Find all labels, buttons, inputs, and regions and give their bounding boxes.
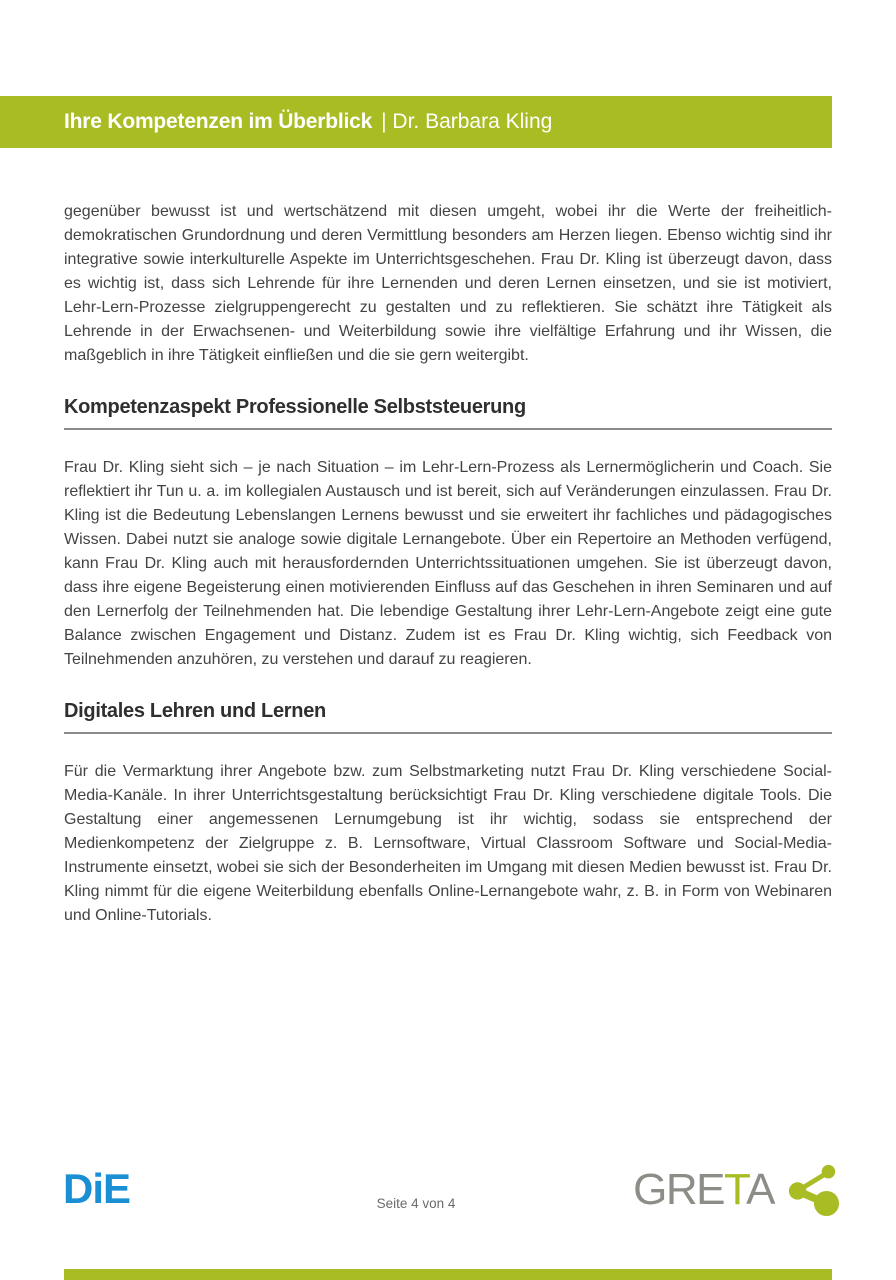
greta-wordmark [633,1165,774,1214]
greta-gray-suffix: A [746,1165,774,1214]
page-title: Ihre Kompetenzen im Überblick [64,110,373,133]
section-paragraph: Für die Vermarktung ihrer Angebote bzw. zum Selbstmarketing nutzt Frau Dr. Kling verschiedene Social-Media-Kanäle. In ihrer Unterrichtsgestaltung berücksichtigt Frau Dr. Kling verschiedene digitale Tools. Die Gestaltung einer angemessenen Lernumgebung ist ihr wichtig, sodass sie entsprechend der Medienkompetenz der Zielgruppe z. B. Lernsoftware, Virtual Classroom Software und Social-Media-Instrumente einsetzt, wobei sie sich der Besonderheiten im Umgang mit diesen Medien bewusst ist. Frau Dr. Kling nimmt für die eigene Weiterbildung ebenfalls Online-Lernangebote wahr, z. B. in Form von Webinaren und Online-Tutorials. [64,763,832,924]
section-paragraph: Frau Dr. Kling sieht sich – je nach Situation – im Lehr-Lern-Prozess als Lernermöglicherin und Coach. Sie reflektiert ihr Tun u. a. im kollegialen Austausch und ist bereit, sich auf Veränderungen einzulassen. Frau Dr. Kling ist die Bedeutung Lebenslangen Lernens bewusst und sie erweitert ihr fachliches und pädagogisches Wissen. Dabei nutzt sie analoge sowie digitale Lernangebote. Über ein Repertoire an Methoden verfügend, kann Frau Dr. Kling auch mit herausfordernden Unterrichtssituationen umgehen. Sie ist überzeugt davon, dass ihre eigene Begeisterung einen motivierenden Einfluss auf das Geschehen in ihren Seminaren und auf den Lernerfolg der Teilnehmenden hat. Die lebendige Gestaltung ihrer Lehr-Lern-Angebote zeigt eine gute Balance zwischen Engagement und Distanz. Zudem ist es Frau Dr. Kling wichtig, sich Feedback von Teilnehmenden anzuhören, zu verstehen und darauf zu reagieren. [64,459,832,668]
greta-green-letter: T [724,1165,747,1214]
section-heading: Digitales Lehren und Lernen [64,700,326,722]
page-number: Seite 4 von 4 [376,1196,456,1211]
section-digitales-lehren [64,699,832,928]
die-logo: DiE [63,1165,131,1212]
greta-network-icon [786,1163,840,1217]
section-divider [64,428,832,430]
intro-paragraph: gegenüber bewusst ist und wertschätzend mit diesen umgeht, wobei ihr die Werte der freiheitlich-demokratischen Grundordnung und deren Vermittlung besonders am Herzen liegen. Ebenso wichtig sind ihr integrative sowie interkulturelle Aspekte im Unterrichtsgeschehen. Frau Dr. Kling ist überzeugt davon, dass es wichtig ist, dass sich Lehrende für ihre Lernenden und deren Lernen einsetzen, und sie ist motiviert, Lehr-Lern-Prozesse zielgruppengerecht zu gestalten und zu reflektieren. Sie schätzt ihre Tätigkeit als Lehrende in der Erwachsenen- und Weiterbildung sowie ihre vielfältige Erfahrung und ihr Wissen, die maßgeblich in ihre Tätigkeit einfließen und die sie gern weitergibt. [64,203,832,364]
page-title-person: | Dr. Barbara Kling [381,110,553,133]
header-bar [0,96,832,148]
section-selbststeuerung [64,395,832,672]
greta-logo [633,1163,840,1217]
section-heading: Kompetenzaspekt Professionelle Selbststeuerung [64,396,526,418]
greta-gray-prefix: GRE [633,1165,725,1214]
section-divider [64,732,832,734]
footer-accent-bar [64,1269,832,1280]
document-content [64,200,832,928]
